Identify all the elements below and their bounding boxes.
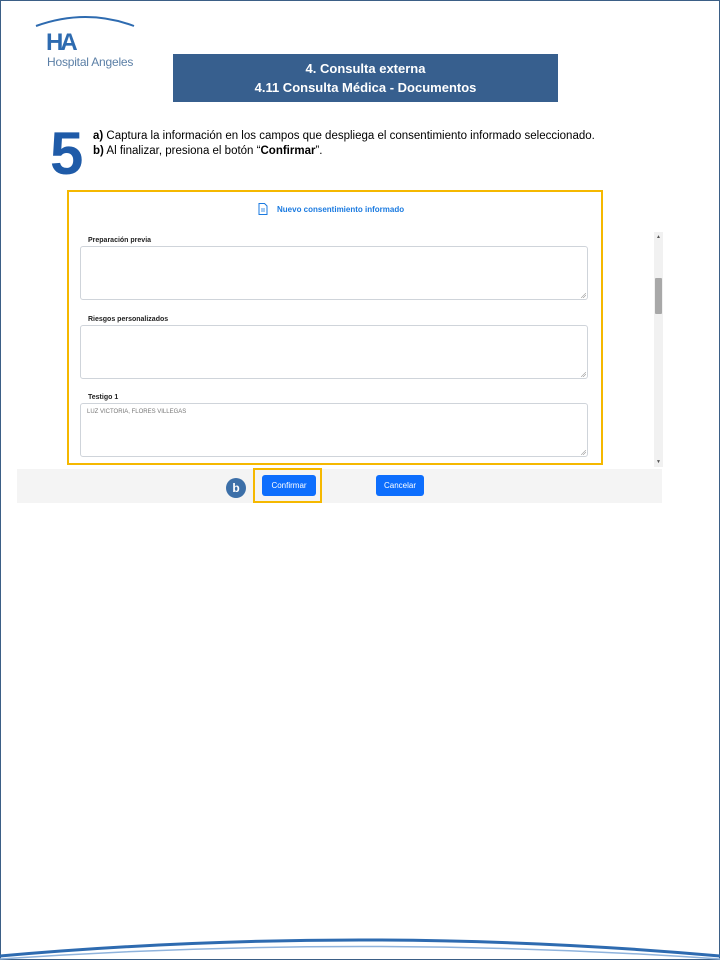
form-title — [258, 203, 404, 215]
resize-handle-icon[interactable] — [581, 293, 586, 298]
form-scrollbar[interactable] — [654, 232, 663, 467]
textarea-preparacion-previa[interactable] — [80, 246, 588, 300]
instructions — [93, 129, 595, 159]
testigo-1-value: LUZ VICTORIA, FLORES VILLEGAS — [87, 409, 187, 415]
cancel-button[interactable]: Cancelar — [376, 475, 424, 496]
section-title — [173, 54, 558, 102]
instruction-b: b) Al finalizar, presiona el botón “Confirmar”. — [93, 145, 323, 157]
confirm-button[interactable]: Confirmar — [262, 475, 316, 496]
form-footer — [17, 469, 662, 503]
scroll-thumb[interactable] — [655, 278, 662, 314]
resize-handle-icon[interactable] — [581, 450, 586, 455]
resize-handle-icon[interactable] — [581, 372, 586, 377]
textarea-riesgos-personalizados[interactable] — [80, 325, 588, 379]
scroll-down-arrow-icon[interactable]: ▼ — [656, 459, 661, 465]
bottom-swoosh-decoration — [0, 930, 720, 960]
textarea-testigo-1[interactable] — [80, 403, 588, 457]
document-icon — [258, 203, 268, 215]
svg-text:HA: HA — [46, 29, 75, 56]
label-preparacion-previa: Preparación previa — [88, 237, 152, 244]
title-line-2: 4.11 Consulta Médica - Documentos — [254, 80, 477, 95]
instruction-a: a) Captura la información en los campos que despliega el consentimiento informado seleccionado. — [93, 130, 595, 142]
logo-text: Hospital Angeles — [47, 55, 134, 69]
label-testigo-1: Testigo 1 — [88, 394, 119, 401]
form-title-text: Nuevo consentimiento informado — [277, 204, 405, 214]
step-b-badge: b — [226, 478, 246, 498]
label-riesgos-personalizados: Riesgos personalizados — [88, 316, 169, 323]
step-number: 5 — [50, 120, 84, 187]
title-line-1: 4. Consulta externa — [305, 61, 426, 76]
scroll-up-arrow-icon[interactable]: ▲ — [656, 234, 661, 240]
